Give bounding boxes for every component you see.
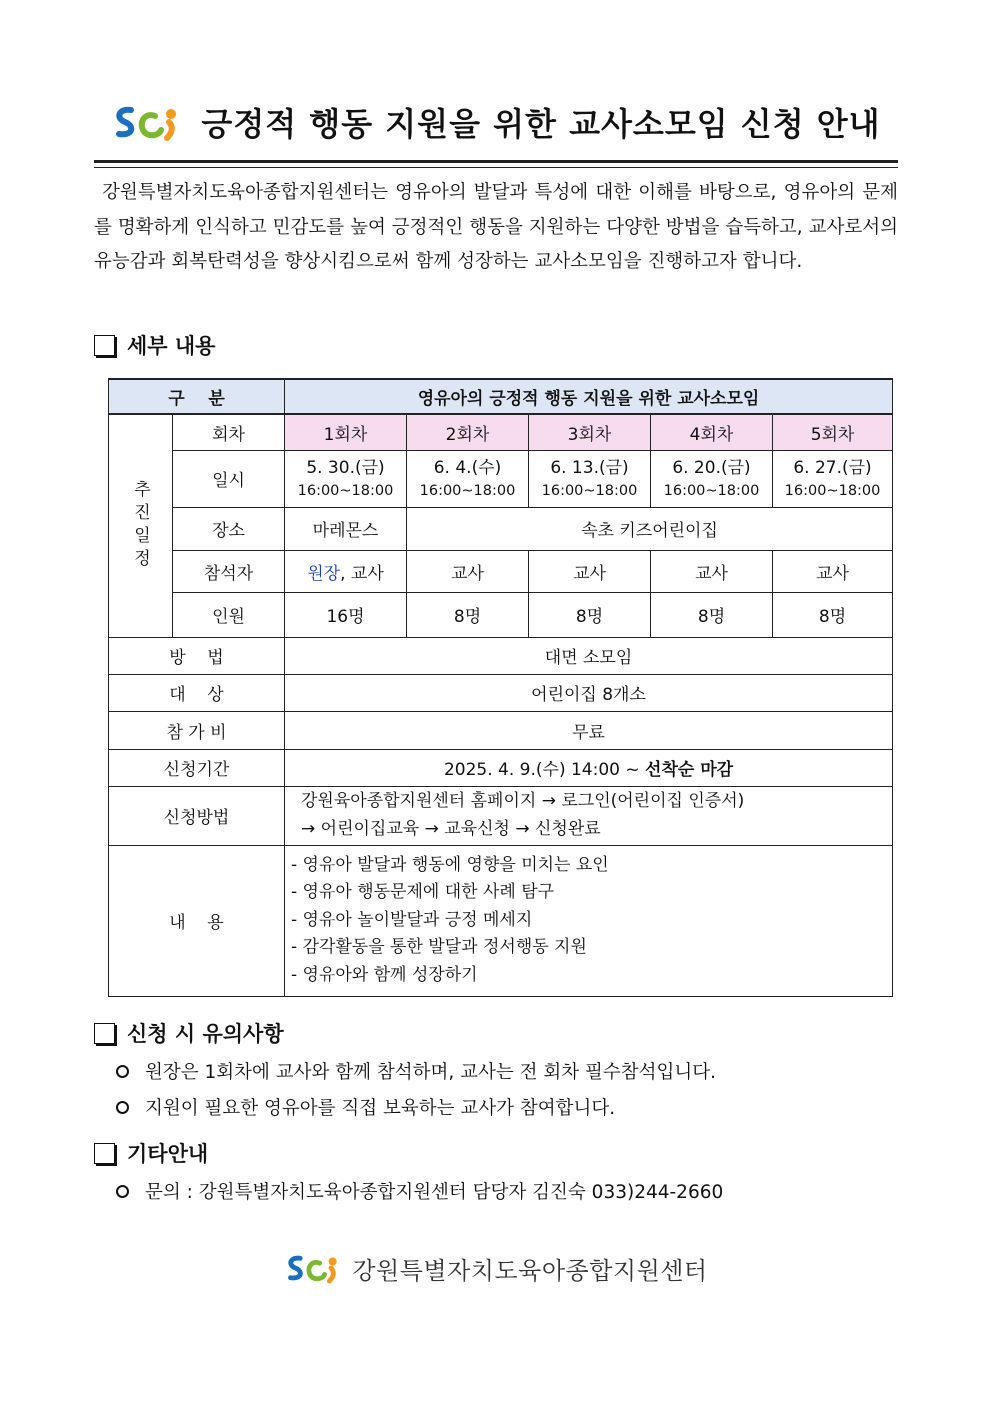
table-row: [109, 450, 893, 507]
page-title: 긍정적 행동 지원을 위한 교사소모임 신청 안내: [201, 105, 881, 143]
intro-paragraph: 강원특별자치도육아종합지원센터는 영유아의 발달과 특성에 대한 이해를 바탕으로, 영유아의 문제를 명확하게 인식하고 민감도를 높여 긍정적인 행동을 지원하는 다양한 방법을 습득하고, 교사로서의 유능감과 회복탄력성을 향상시킴으로써 함께 성장하는 교사소모임을 진행하고자 합니다.: [94, 182, 898, 272]
section-notes-title: 신청 시 유의사항: [127, 1022, 284, 1046]
period-cell: [285, 749, 893, 786]
title-divider-thin: [94, 167, 898, 168]
table-row: [109, 550, 893, 592]
table-row: [109, 749, 893, 786]
title-divider-thick: [94, 160, 898, 163]
sei-logo-icon: [111, 100, 185, 144]
attendee-cell: 교사: [651, 550, 773, 592]
round-cell: 1회차: [285, 414, 407, 450]
schedule-label: 추진일정: [109, 414, 173, 637]
apply-label: 신청방법: [109, 786, 285, 845]
circle-bullet-icon: [116, 1185, 129, 1198]
content-item: - 영유아 발달과 행동에 영향을 미치는 요인: [291, 854, 609, 875]
fee-value: 무료: [285, 711, 893, 749]
count-cell: 8명: [407, 592, 529, 637]
target-label: 대 상: [109, 674, 285, 711]
details-table: [108, 378, 893, 997]
header-label: 구 분: [109, 379, 285, 414]
content-cell: [285, 845, 893, 996]
content-item: - 감각활동을 통한 발달과 정서행동 지원: [291, 937, 587, 958]
section-details-title: 세부 내용: [127, 334, 216, 358]
count-cell: 16명: [285, 592, 407, 637]
list-item: [116, 1178, 723, 1204]
attendee-rest: , 교사: [340, 563, 384, 584]
content-item: - 영유아와 함께 성장하기: [291, 964, 478, 985]
fee-label: 참 가 비: [109, 711, 285, 749]
apply-line: 강원육아종합지원센터 홈페이지 → 로그인(어린이집 인증서): [301, 791, 745, 811]
content-item: - 영유아 놀이발달과 긍정 메세지: [291, 909, 533, 930]
apply-line: → 어린이집교육 → 교육신청 → 신청완료: [301, 818, 601, 839]
period-bold: 선착순 마감: [645, 760, 734, 780]
place-cell-merged: 속초 키즈어린이집: [407, 507, 893, 550]
table-row: [109, 592, 893, 637]
title-bar: [0, 92, 992, 152]
time-text: 16:00~18:00: [419, 482, 516, 499]
table-row: [109, 711, 893, 749]
checkbox-square-icon: [94, 1143, 115, 1164]
time-text: 16:00~18:00: [541, 482, 638, 499]
footer-org-name: 강원특별자치도육아종합지원센터: [352, 1256, 708, 1285]
header-title: 영유아의 긍정적 행동 지원을 위한 교사소모임: [285, 379, 893, 414]
table-row: [109, 637, 893, 674]
datetime-cell: [407, 450, 529, 507]
date-text: 5. 30.(금): [306, 457, 385, 478]
section-details: [94, 330, 215, 360]
time-text: 16:00~18:00: [663, 482, 760, 499]
section-etc: [94, 1138, 208, 1168]
circle-bullet-icon: [116, 1065, 129, 1078]
attendee-cell: 교사: [407, 550, 529, 592]
table-row: [109, 414, 893, 450]
place-cell: 마레몬스: [285, 507, 407, 550]
round-cell: 2회차: [407, 414, 529, 450]
period-value: 2025. 4. 9.(수) 14:00 ~: [443, 760, 646, 780]
datetime-cell: [773, 450, 893, 507]
method-label: 방 법: [109, 637, 285, 674]
content-item: - 영유아 행동문제에 대한 사례 탐구: [291, 882, 555, 903]
section-etc-title: 기타안내: [127, 1142, 209, 1166]
contact-text: 문의 : 강원특별자치도육아종합지원센터 담당자 김진숙 033)244-2660: [145, 1182, 724, 1203]
table-row: [109, 786, 893, 845]
method-value: 대면 소모임: [285, 637, 893, 674]
row-label-count: 인원: [173, 592, 285, 637]
time-text: 16:00~18:00: [297, 482, 394, 499]
row-label-attendee: 참석자: [173, 550, 285, 592]
time-text: 16:00~18:00: [784, 482, 881, 499]
attendee-cell: [285, 550, 407, 592]
checkbox-square-icon: [94, 1023, 115, 1044]
table-row: [109, 507, 893, 550]
row-label-round: 회차: [173, 414, 285, 450]
checkbox-square-icon: [94, 335, 115, 356]
sei-logo-icon: [284, 1250, 344, 1286]
round-cell: 5회차: [773, 414, 893, 450]
target-value: 어린이집 8개소: [285, 674, 893, 711]
attendee-highlight: 원장: [307, 563, 341, 584]
date-text: 6. 4.(수): [433, 457, 502, 478]
attendee-cell: 교사: [529, 550, 651, 592]
table-row: [109, 845, 893, 996]
list-item: [116, 1094, 615, 1120]
count-cell: 8명: [651, 592, 773, 637]
datetime-cell: [529, 450, 651, 507]
date-text: 6. 27.(금): [793, 457, 872, 478]
attendee-cell: 교사: [773, 550, 893, 592]
list-item: [116, 1058, 716, 1084]
table-header-row: [109, 379, 893, 414]
table-row: [109, 674, 893, 711]
count-cell: 8명: [773, 592, 893, 637]
row-label-datetime: 일시: [173, 450, 285, 507]
section-notes: [94, 1018, 284, 1048]
row-label-place: 장소: [173, 507, 285, 550]
datetime-cell: [285, 450, 407, 507]
circle-bullet-icon: [116, 1101, 129, 1114]
note-text: 지원이 필요한 영유아를 직접 보육하는 교사가 참여합니다.: [145, 1098, 616, 1119]
date-text: 6. 13.(금): [550, 457, 629, 478]
date-text: 6. 20.(금): [672, 457, 751, 478]
footer: [0, 1246, 992, 1290]
count-cell: 8명: [529, 592, 651, 637]
round-cell: 4회차: [651, 414, 773, 450]
datetime-cell: [651, 450, 773, 507]
apply-cell: [285, 786, 893, 845]
period-label: 신청기간: [109, 749, 285, 786]
round-cell: 3회차: [529, 414, 651, 450]
note-text: 원장은 1회차에 교사와 함께 참석하며, 교사는 전 회차 필수참석입니다.: [145, 1062, 716, 1083]
content-label: 내 용: [109, 845, 285, 996]
